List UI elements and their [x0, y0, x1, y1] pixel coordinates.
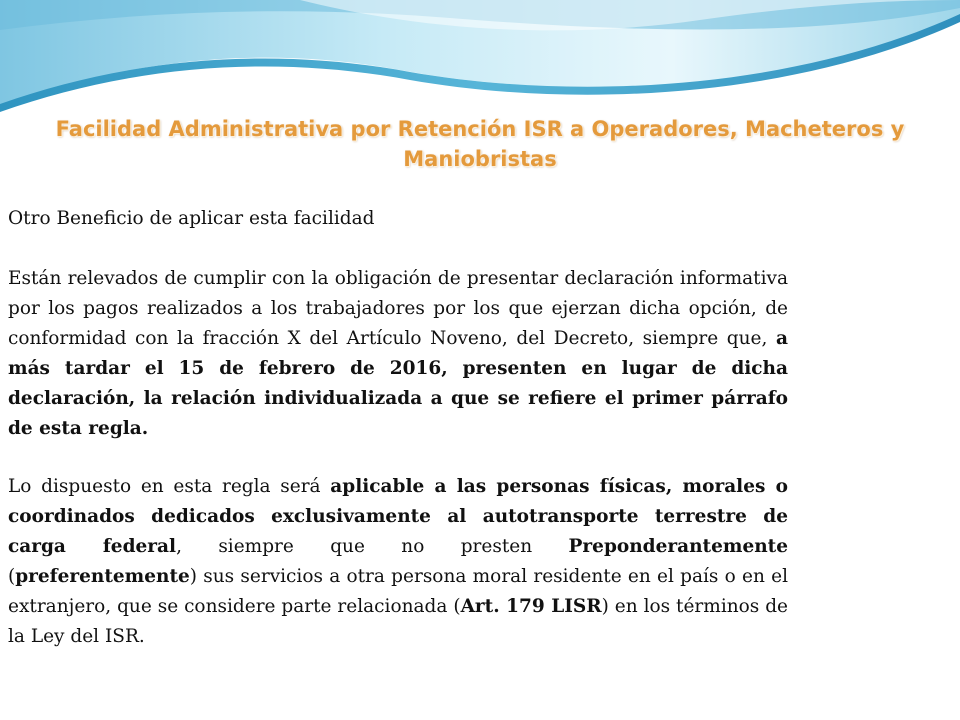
para2-run: Lo dispuesto en esta regla será [8, 476, 331, 497]
slide-title [40, 114, 920, 174]
section-subtitle: Otro Beneficio de aplicar esta facilidad [8, 208, 375, 229]
slide-title-line1: Facilidad Administrativa por Retención ISR a Operadores, Macheteros y [55, 117, 905, 141]
paragraph-declaration-relief [8, 264, 788, 444]
decorative-wave-header [0, 0, 960, 120]
para2-run: aplicable a las personas físicas, morales o coordinados dedicados exclusivamente al autotransporte terrestre de carga federal [8, 476, 788, 557]
slide-body [8, 204, 788, 652]
para2-run: , siempre que no presten [176, 536, 569, 557]
para2-run: Preponderantemente [568, 536, 788, 557]
paragraph-applicability [8, 472, 788, 652]
para2-run: ( [8, 566, 16, 587]
slide-title-line2: Maniobristas [403, 147, 557, 171]
para2-run: ) sus servicios a otra persona moral residente en el país o en el extranjero, que se considere parte relacionada ( [8, 566, 788, 617]
para2-run: preferentemente [15, 566, 190, 587]
para2-run: Art. 179 LISR [460, 596, 602, 617]
para2-run: ) en los términos de la Ley del ISR. [8, 596, 788, 647]
para1-run: Están relevados de cumplir con la obligación de presentar declaración informativa por los pagos realizados a los trabajadores por los que ejerzan dicha opción, de conformidad con la fracción X del Artículo Noveno, del Decreto, siempre que, [8, 268, 788, 349]
para1-run: a más tardar el 15 de febrero de 2016, presenten en lugar de dicha declaración, la relación individualizada a que se refiere el primer párrafo de esta regla. [8, 328, 788, 439]
